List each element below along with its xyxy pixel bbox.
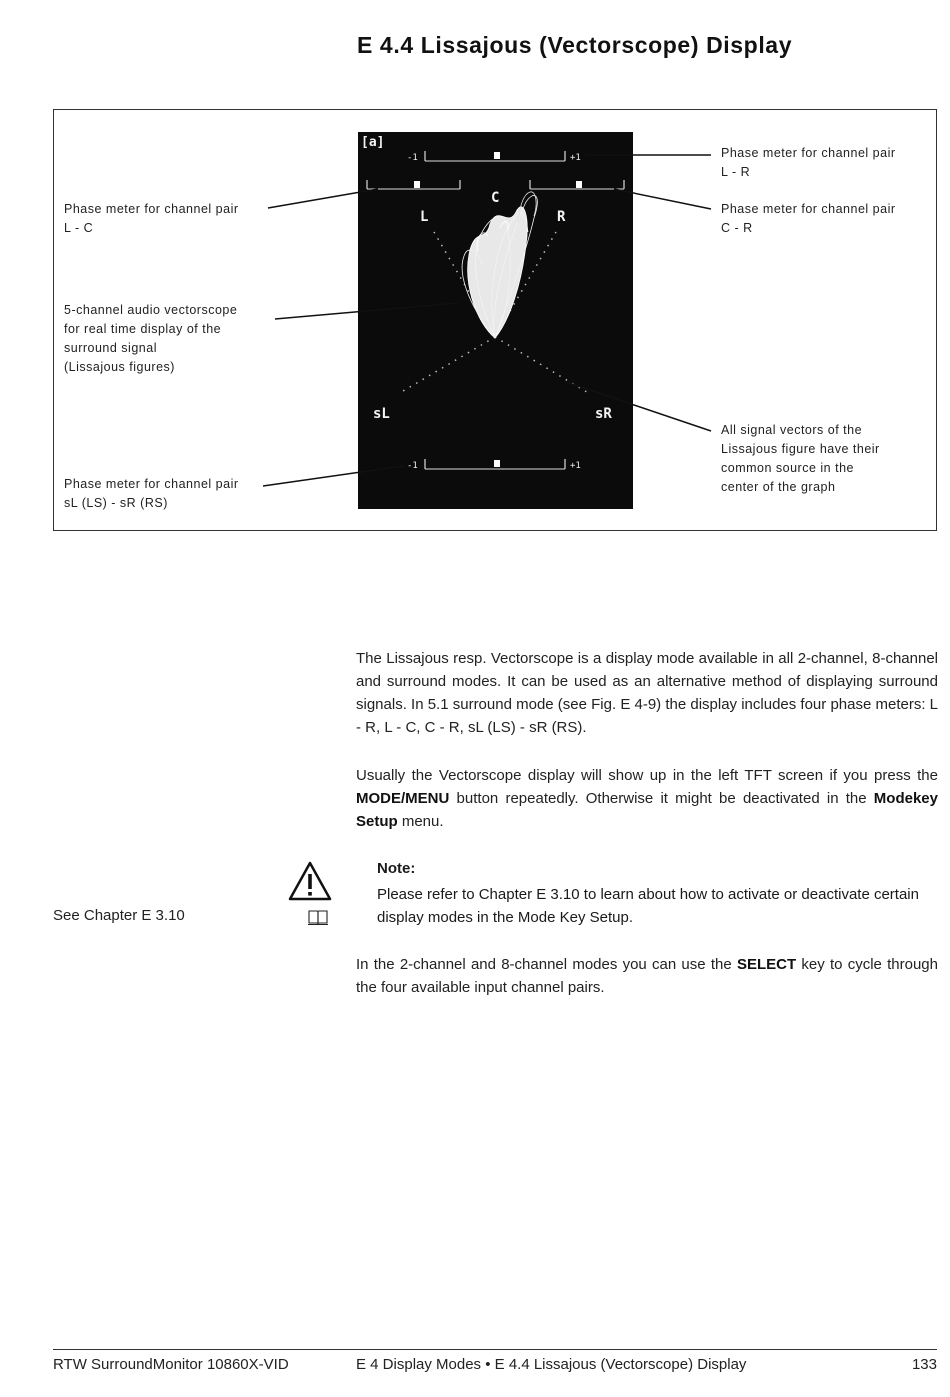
channel-label-c: C [491, 190, 500, 206]
channel-label-sl: sL [373, 406, 390, 422]
channel-label-sr: sR [595, 406, 612, 422]
paragraph-mode-menu: Usually the Vectorscope display will show up in the left TFT screen if you press the MODE/MENU button repeatedly. Otherwise it might be deactivated in the Modekey Setup menu. [356, 767, 938, 830]
footer-divider [53, 1349, 937, 1350]
note-heading: Note: [377, 860, 416, 877]
vectorscope-screenshot [358, 132, 633, 509]
mode-label: [a] [361, 135, 385, 150]
page-number: 133 [911, 1356, 937, 1373]
callout-signal-vectors: All signal vectors of the Lissajous figure have their common source in the center of the graph [721, 423, 880, 494]
scale-minus-label: -1 [407, 461, 418, 471]
page-title: E 4.4 Lissajous (Vectorscope) Display [357, 32, 793, 58]
chapter-reference: See Chapter E 3.10 [53, 907, 185, 924]
callout-slsr-phase-meter: Phase meter for channel pair sL (LS) - sR (RS) [64, 477, 239, 510]
scale-plus-label: +1 [570, 461, 581, 471]
select-key-name: SELECT [736, 956, 797, 973]
footer-product-name: RTW SurroundMonitor 10860X-VID [53, 1356, 289, 1373]
modekey-setup-name: Modekey Setup [356, 790, 938, 830]
callout-cr-phase-meter: Phase meter for channel pair C - R [721, 202, 896, 235]
callout-lr-phase-meter: Phase meter for channel pair L - R [721, 146, 896, 179]
scale-minus-label: -1 [407, 153, 418, 163]
paragraph-select-key: In the 2-channel and 8-channel modes you can use the SELECT key to cycle through the four available input channel pairs. [356, 956, 938, 996]
callout-lc-phase-meter: Phase meter for channel pair L - C [64, 202, 239, 235]
warning-triangle-icon [287, 860, 333, 902]
channel-label-l: L [420, 209, 429, 225]
channel-label-r: R [557, 209, 566, 225]
footer-section-path: E 4 Display Modes • E 4.4 Lissajous (Vectorscope) Display [356, 1356, 747, 1373]
book-icon [307, 908, 329, 926]
note-text: Please refer to Chapter E 3.10 to learn about how to activate or deactivate certain display modes in the Mode Key Setup. [377, 886, 919, 926]
mode-menu-button-name: MODE/MENU [356, 790, 450, 807]
paragraph-intro: The Lissajous resp. Vectorscope is a display mode available in all 2-channel, 8-channel and surround modes. It can be used as an alternative method of displaying surround signals. In 5.1 surround mode (see Fig. E 4-9) the display includes four phase meters: L - R, L - C, C - R, sL (LS) - sR (RS). [356, 650, 938, 736]
scale-plus-label: +1 [570, 153, 581, 163]
callout-vectorscope: 5-channel audio vectorscope for real time display of the surround signal (Lissajous figures) [64, 303, 238, 374]
